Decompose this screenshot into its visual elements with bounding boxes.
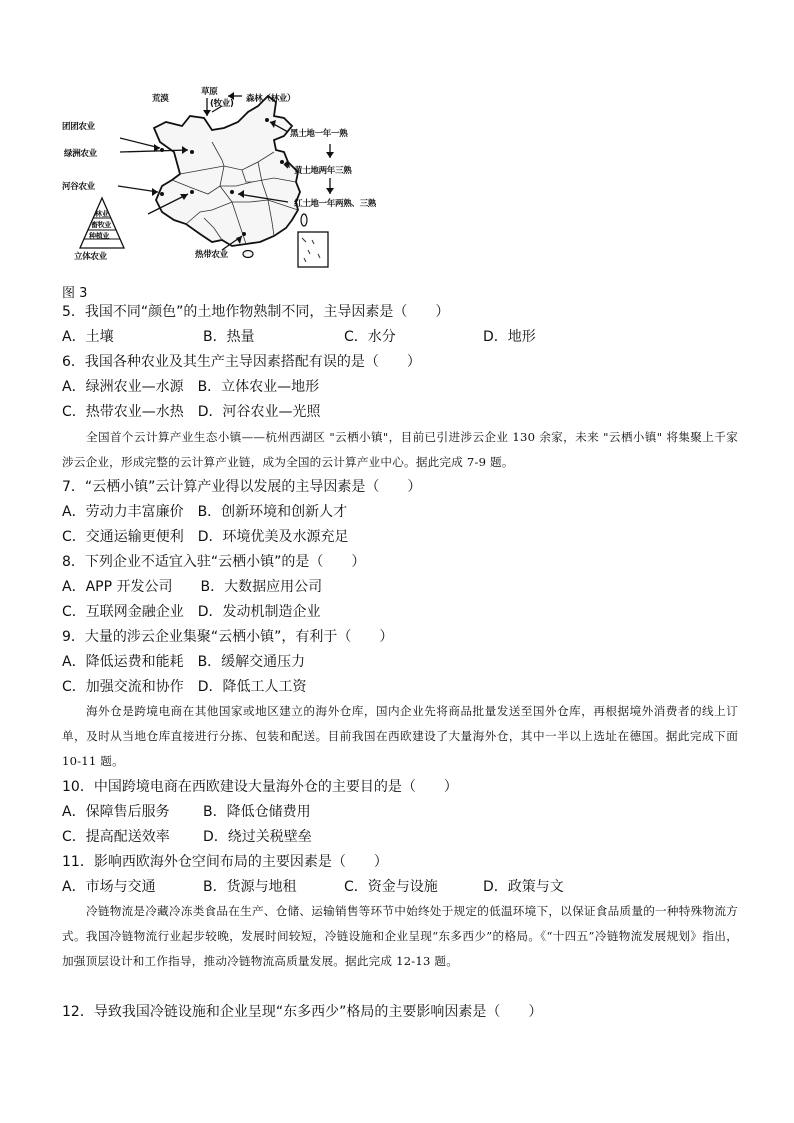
label-oasis: 绿洲农业	[64, 149, 97, 159]
q9-stem: 9．大量的涉云企业集聚“云栖小镇”，有利于（ ）	[62, 629, 394, 645]
label-desert: 荒漠	[152, 94, 169, 104]
q10-option-c[interactable]: C．提高配送效率	[62, 829, 170, 845]
passage-yunqi: 全国首个云计算产业生态小镇——杭州西湖区 "云栖小镇"，目前已引进涉云企业 130 余家，未来 "云栖小镇" 将集聚上千家涉云企业，形成完整的云计算产业链，成为全国的云计算产业中心。据此完成 7-9 题。	[62, 430, 738, 469]
label-tier-low: 种植业	[89, 232, 110, 240]
q5-option-b[interactable]: B．热量	[203, 329, 255, 345]
q11-option-a[interactable]: A．市场与交通	[62, 879, 156, 895]
q10-stem: 10．中国跨境电商在西欧建设大量海外仓的主要目的是（ ）	[62, 779, 458, 795]
q12-stem: 12．导致我国冷链设施和企业呈现“东多西少”格局的主要影响因素是（ ）	[62, 1004, 543, 1020]
q9-options-cd[interactable]: C．加强交流和协作 D．降低工人工资	[62, 679, 307, 695]
q10-option-b[interactable]: B．降低仓储费用	[203, 804, 311, 820]
q8-options-cd[interactable]: C．互联网金融企业 D．发动机制造企业	[62, 604, 321, 620]
q11-option-b[interactable]: B．货源与地租	[203, 879, 297, 895]
label-valley: 河谷农业	[62, 182, 95, 192]
label-tier-mid: 畜牧业	[91, 221, 112, 229]
q6-options-cd[interactable]: C．热带农业—水热 D．河谷农业—光照	[62, 404, 321, 420]
q11-stem: 11．影响西欧海外仓空间布局的主要因素是（ ）	[62, 854, 388, 870]
q7-stem: 7．“云栖小镇”云计算产业得以发展的主导因素是（ ）	[62, 479, 422, 495]
q5-option-c[interactable]: C．水分	[344, 329, 396, 345]
label-stereo: 立体农业	[74, 252, 107, 262]
label-yellow-soil: 黄土地两年三熟	[294, 166, 352, 176]
passage-cold-chain: 冷链物流是冷藏冷冻类食品在生产、仓储、运输销售等环节中始终处于规定的低温环境下，以保证食品质量的一种特殊物流方式。我国冷链物流行业起步较晚，发展时间较短，冷链设施和企业呈现“东多西少”的格局。《“十四五”冷链物流发展规划》指出，加强顶层设计和工作指导，推动冷链物流高质量发展。据此完成 12-13 题。	[62, 904, 738, 968]
q6-options-ab[interactable]: A．绿洲农业—水源 B．立体农业—地形	[62, 379, 320, 395]
q5-option-a[interactable]: A．土壤	[62, 329, 114, 345]
label-grassland-sub: (牧业)	[210, 99, 234, 109]
q9-options-ab[interactable]: A．降低运费和能耗 B．缓解交通压力	[62, 654, 306, 670]
label-tropical: 热带农业	[195, 250, 228, 260]
china-agriculture-map	[62, 82, 407, 274]
passage-overseas-warehouse: 海外仓是跨境电商在其他国家或地区建立的海外仓库，国内企业先将商品批量发送至国外仓库，再根据境外消费者的线上订单，及时从当地仓库直接进行分拣、包装和配送。目前我国在西欧建设了大量海外仓，其中一半以上选址在德国。据此完成下面 10-11 题。	[62, 704, 738, 768]
q10-option-d[interactable]: D．绕过关税壁垒	[203, 829, 312, 845]
label-black-soil: 黑土地一年一熟	[290, 129, 348, 139]
figure-caption: 图 3	[62, 286, 88, 301]
map-graphic	[62, 82, 407, 274]
label-red-soil: 红土地一年两熟、三熟	[294, 199, 377, 209]
q11-option-c[interactable]: C．资金与设施	[344, 879, 438, 895]
label-grassland: 草原	[201, 87, 218, 97]
q5-option-d[interactable]: D．地形	[483, 329, 536, 345]
label-tier-top: 林业	[95, 210, 109, 218]
q7-options-ab[interactable]: A．劳动力丰富廉价 B．创新环境和创新人才	[62, 504, 348, 520]
q7-options-cd[interactable]: C．交通运输更便利 D．环境优美及水源充足	[62, 529, 349, 545]
q8-stem: 8．下列企业不适宜入驻“云栖小镇”的是（ ）	[62, 554, 366, 570]
q6-stem: 6．我国各种农业及其生产主导因素搭配有误的是（ ）	[62, 354, 421, 370]
q8-options-ab[interactable]: A．APP 开发公司 B．大数据应用公司	[62, 579, 323, 595]
label-forest: 森林（林业）	[246, 94, 296, 104]
label-oasis-field: 团团农业	[62, 122, 95, 132]
q5-stem: 5．我国不同“颜色”的土地作物熟制不同，主导因素是（ ）	[62, 304, 450, 320]
q10-option-a[interactable]: A．保障售后服务	[62, 804, 170, 820]
q11-option-d[interactable]: D．政策与文	[483, 879, 564, 895]
